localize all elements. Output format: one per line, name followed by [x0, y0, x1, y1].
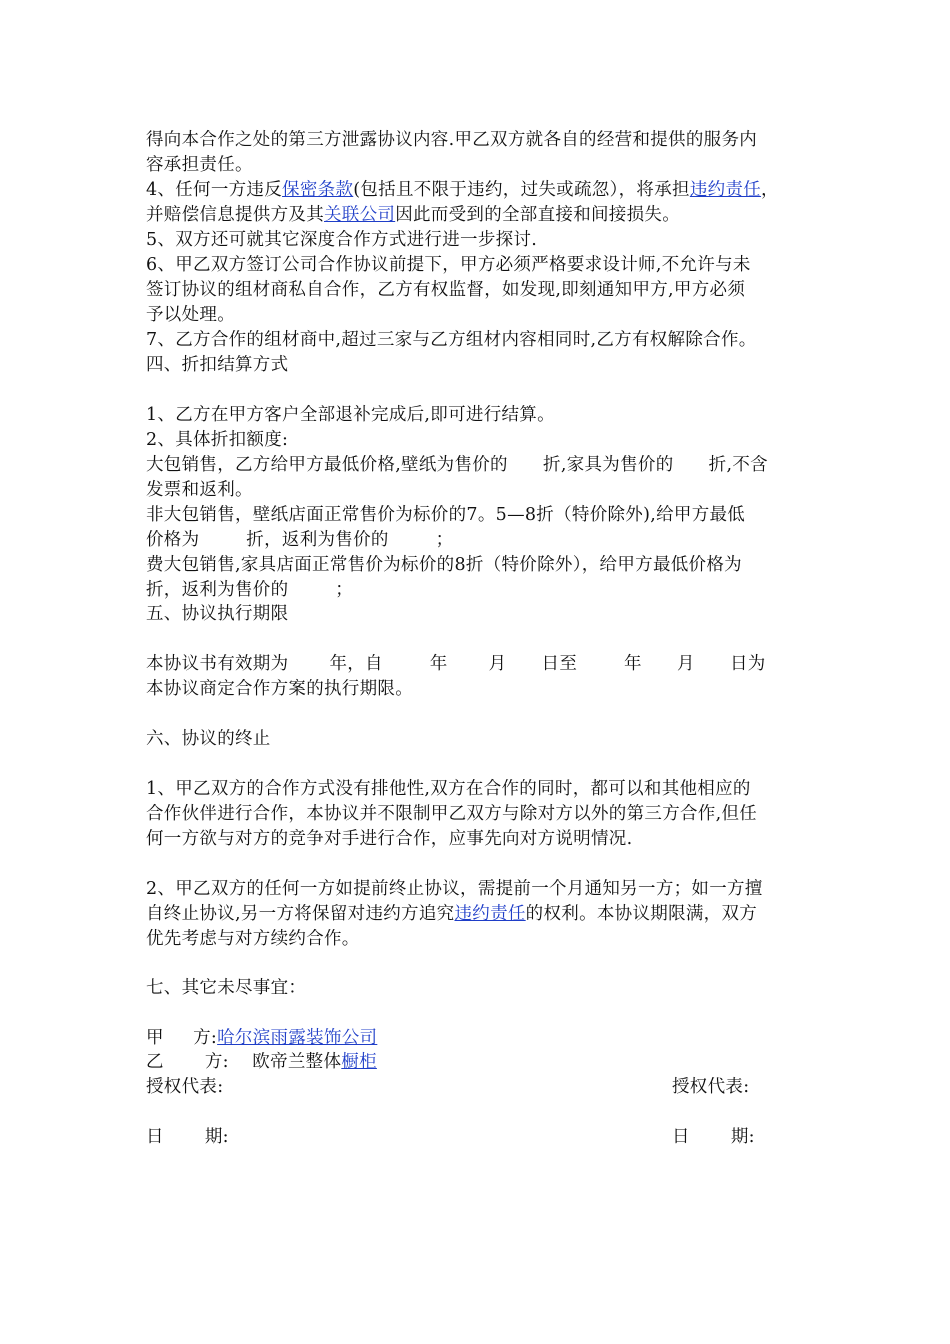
party-a-company-link[interactable]: 哈尔滨雨露装饰公司 — [217, 1028, 378, 1048]
clause-6-line-2: 签订协议的组材商私自合作，乙方有权监督，如发现,即刻通知甲方,甲方必须 — [146, 280, 746, 300]
date-label-right: 日 期: — [672, 1127, 755, 1147]
rep-label-left: 授权代表: — [146, 1077, 224, 1097]
paragraph-line: 容承担责任。 — [146, 155, 253, 175]
affiliated-company-link[interactable]: 关联公司 — [324, 205, 396, 225]
clause-text: 并赔偿信息提供方及其 — [146, 205, 324, 225]
section-7-heading: 七、其它未尽事宜： — [146, 978, 307, 998]
liability-link[interactable]: 违约责任 — [454, 904, 526, 924]
termination-line — [146, 902, 757, 926]
discount-line: 价格为 折，返利为售价的 ； — [146, 530, 454, 550]
section-4-item-1: 1、乙方在甲方客户全部退补完成后,即可进行结算。 — [146, 405, 555, 425]
party-a-label: 甲 方: — [146, 1028, 218, 1048]
liability-link[interactable]: 违约责任 — [689, 180, 762, 200]
clause-7: 7、乙方合作的组材商中,超过三家与乙方组材内容相同时,乙方有权解除合作。 — [146, 330, 757, 350]
cabinet-link[interactable]: 橱柜 — [341, 1052, 377, 1072]
clause-text: 因此而受到的全部直接和间接损失。 — [395, 205, 681, 225]
termination-line: 何一方欲与对方的竞争对手进行合作，应事先向对方说明情况. — [146, 829, 633, 849]
clause-text: 自终止协议,另一方将保留对违约方追究 — [146, 904, 455, 924]
clause-text: (包括且不限于违约，过失或疏忽），将承担 — [353, 180, 690, 200]
date-label-left: 日 期: — [146, 1127, 229, 1147]
clause-5: 5、双方还可就其它深度合作方式进行进一步探讨. — [146, 230, 538, 250]
section-5-heading: 五、协议执行期限 — [146, 604, 289, 624]
discount-line: 非大包销售，壁纸店面正常售价为标价的7。5—8折（特价除外),给甲方最低 — [146, 505, 746, 525]
discount-line: 费大包销售,家具店面正常售价为标价的8折（特价除外），给甲方最低价格为 — [146, 555, 742, 575]
termination-line: 1、甲乙双方的合作方式没有排他性,双方在合作的同时，都可以和其他相应的 — [146, 779, 751, 799]
clause-text: 的权利。本协议期限满，双方 — [525, 904, 758, 924]
confidentiality-clause-link[interactable]: 保密条款 — [282, 180, 354, 200]
termination-line: 优先考虑与对方续约合作。 — [146, 929, 360, 949]
term-line-1: 本协议书有效期为 年，自 年 月 日至 年 月 日为 — [146, 654, 766, 674]
discount-line: 发票和返利。 — [146, 480, 253, 500]
discount-line: 大包销售，乙方给甲方最低价格,壁纸为售价的 折,家具为售价的 折,不含 — [146, 455, 768, 475]
party-a-line — [146, 1026, 377, 1050]
clause-4-line-2 — [146, 203, 680, 227]
discount-line: 折，返利为售价的 ； — [146, 580, 354, 600]
clause-6-line-3: 予以处理。 — [146, 305, 235, 325]
clause-6-line-1: 6、甲乙双方签订公司合作协议前提下，甲方必须严格要求设计师,不允许与未 — [146, 255, 751, 275]
paragraph-line: 得向本合作之处的第三方泄露协议内容.甲乙双方就各自的经营和提供的服务内 — [146, 130, 758, 150]
section-4-heading: 四、折扣结算方式 — [146, 355, 289, 375]
party-b-line — [146, 1050, 377, 1074]
termination-line: 合作伙伴进行合作，本协议并不限制甲乙双方与除对方以外的第三方合作,但任 — [146, 804, 758, 824]
termination-line: 2、甲乙双方的任何一方如提前终止协议，需提前一个月通知另一方；如一方擅 — [146, 879, 763, 899]
term-line-2: 本协议商定合作方案的执行期限。 — [146, 679, 413, 699]
section-6-heading: 六、协议的终止 — [146, 729, 271, 749]
rep-label-right: 授权代表: — [672, 1077, 750, 1097]
clause-text: 4、任何一方违反 — [146, 180, 283, 200]
clause-4-line-1 — [146, 178, 779, 202]
clause-text: ， — [761, 180, 779, 200]
section-4-item-2: 2、具体折扣额度: — [146, 430, 289, 450]
party-b-label: 乙 方: 欧帝兰整体 — [146, 1052, 342, 1072]
